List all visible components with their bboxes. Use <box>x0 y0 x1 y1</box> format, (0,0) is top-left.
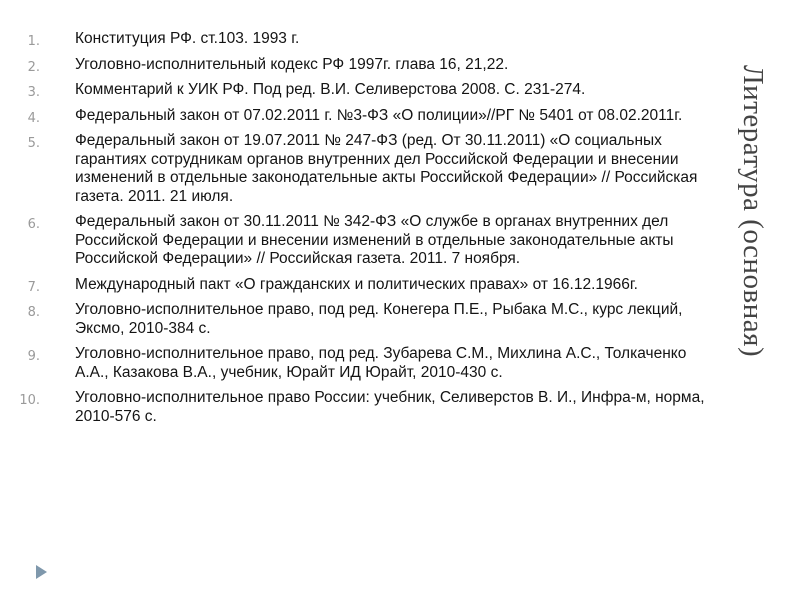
list-item <box>0 301 712 338</box>
list-item <box>0 30 712 49</box>
list-item-text: Уголовно-исполнительное право, под ред. Зубарева С.М., Михлина А.С., Толкаченко А.А., Казакова В.А., учебник, Юрайт ИД Юрайт, 2010-430 с. <box>75 345 687 381</box>
list-item-text: Международный пакт «О гражданских и политических правах» от 16.12.1966г. <box>75 275 638 293</box>
list-item-text: Конституция РФ. ст.103. 1993 г. <box>75 30 300 47</box>
list-item <box>0 276 712 295</box>
slide-title: Литература (основная) <box>737 65 769 358</box>
list-item-text: Федеральный закон от 30.11.2011 № 342-ФЗ «О службе в органах внутренних дел Российской Федерации и внесении изменений в отдельные законодательные акты Российской Федерации» // Российская газета. 2011. 7 ноября. <box>75 213 674 267</box>
list-item <box>0 345 712 382</box>
list-item-text: Уголовно-исполнительный кодекс РФ 1997г. глава 16, 21,22. <box>75 55 509 73</box>
list-item <box>0 56 712 75</box>
list-item-number: 2. <box>27 59 40 75</box>
list-item <box>0 213 712 269</box>
list-item <box>0 132 712 206</box>
list-item-text: Уголовно-исполнительное право, под ред. Конегера П.Е., Рыбака М.С., курс лекций, Эксмо, 2010-384 с. <box>75 301 683 337</box>
list-item-number: 5. <box>27 136 40 151</box>
list-item-number: 9. <box>27 349 40 364</box>
list-item-text: Федеральный закон от 19.07.2011 № 247-ФЗ (ред. От 30.11.2011) «О социальных гарантиях сотрудникам органов внутренних дел Российской Федерации и внесении изменений в отдельные законодательные акты Российской Федерации» // Российская газета. 2011. 21 июля. <box>75 132 698 205</box>
list-item-number: 4. <box>27 110 40 126</box>
list-item-number: 7. <box>27 279 40 295</box>
list-item-number: 6. <box>27 217 40 232</box>
list-item <box>0 107 712 126</box>
list-item-number: 3. <box>27 85 40 100</box>
list-item-number: 10. <box>19 393 40 408</box>
list-item <box>0 81 712 100</box>
triangle-right-icon[interactable] <box>36 565 47 579</box>
list-item-text: Уголовно-исполнительное право России: учебник, Селиверстов В. И., Инфра-м, норма, 2010-576 с. <box>75 389 705 425</box>
list-item <box>0 389 712 426</box>
list-item-number: 8. <box>27 305 40 320</box>
list-item-text: Федеральный закон от 07.02.2011 г. №3-ФЗ «О полиции»//РГ № 5401 от 08.02.2011г. <box>75 106 683 124</box>
list-item-number: 1. <box>27 34 40 49</box>
list-item-text: Комментарий к УИК РФ. Под ред. В.И. Селиверстова 2008. С. 231-274. <box>75 81 586 98</box>
literature-list <box>0 30 712 433</box>
